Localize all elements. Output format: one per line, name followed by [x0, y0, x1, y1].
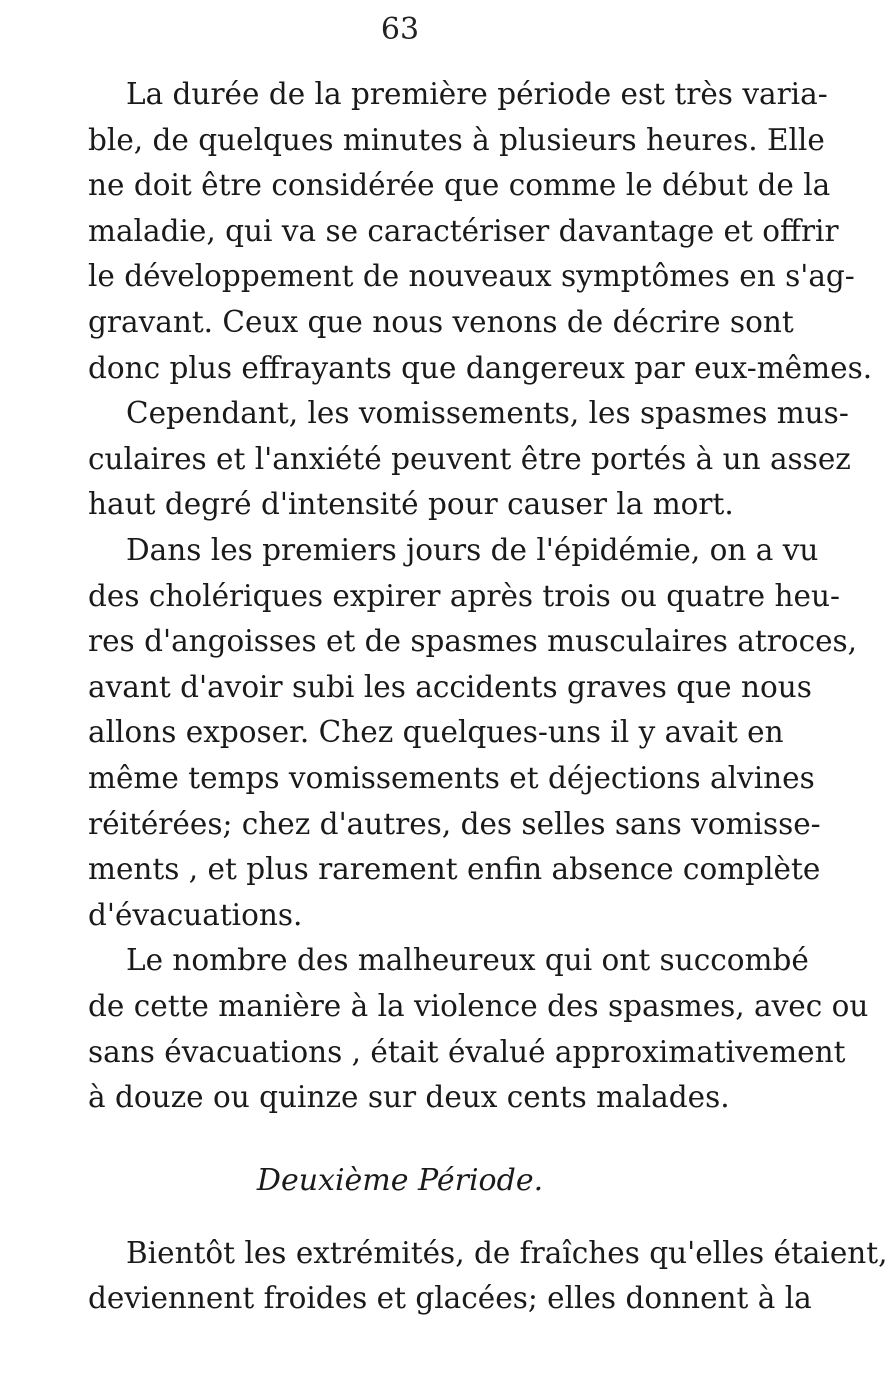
section-heading: Deuxième Période. [256, 1162, 544, 1198]
text-line: gravant. Ceux que nous venons de décrire sont [88, 305, 794, 339]
text-line: même temps vomissements et déjections alvines [88, 761, 815, 795]
text-line: à douze ou quinze sur deux cents malades. [88, 1080, 730, 1115]
text-line: La durée de la première période est très varia- [126, 77, 828, 111]
text-line: d'évacuations. [88, 897, 303, 932]
text-line: deviennent froides et glacées; elles donnent à la [88, 1281, 812, 1316]
text-line: réitérées; chez d'autres, des selles sans vomisse- [88, 806, 821, 841]
text-line: Bientôt les extrémités, de fraîches qu'elles étaient, [126, 1235, 888, 1270]
page-number: 63 [380, 12, 420, 47]
text-line: des cholériques expirer après trois ou quatre heu- [88, 578, 840, 613]
text-line: Le nombre des malheureux qui ont succombé [126, 943, 809, 978]
text-line: maladie, qui va se caractériser davantage et offrir [88, 213, 839, 248]
text-line: le développement de nouveaux symptômes en s'ag- [88, 259, 855, 294]
text-line: Dans les premiers jours de l'épidémie, on a vu [126, 533, 819, 567]
text-line: res d'angoisses et de spasmes musculaires atroces, [88, 624, 858, 659]
text-line: donc plus effrayants que dangereux par eux-mêmes. [88, 350, 873, 385]
text-line: ne doit être considérée que comme le début de la [88, 168, 831, 203]
text-line: Cependant, les vomissements, les spasmes mus- [126, 396, 849, 431]
text-line: haut degré d'intensité pour causer la mort. [88, 487, 734, 522]
text-line: culaires et l'anxiété peuvent être portés à un assez [88, 441, 851, 476]
text-line: ble, de quelques minutes à plusieurs heures. Elle [88, 122, 825, 157]
text-line: allons exposer. Chez quelques-uns il y avait en [88, 715, 784, 750]
text-line: avant d'avoir subi les accidents graves que nous [88, 669, 812, 704]
text-line: ments , et plus rarement enfin absence complète [88, 852, 821, 887]
text-line: sans évacuations , était évalué approximativement [88, 1034, 846, 1069]
text-line: de cette manière à la violence des spasmes, avec ou [88, 989, 869, 1023]
